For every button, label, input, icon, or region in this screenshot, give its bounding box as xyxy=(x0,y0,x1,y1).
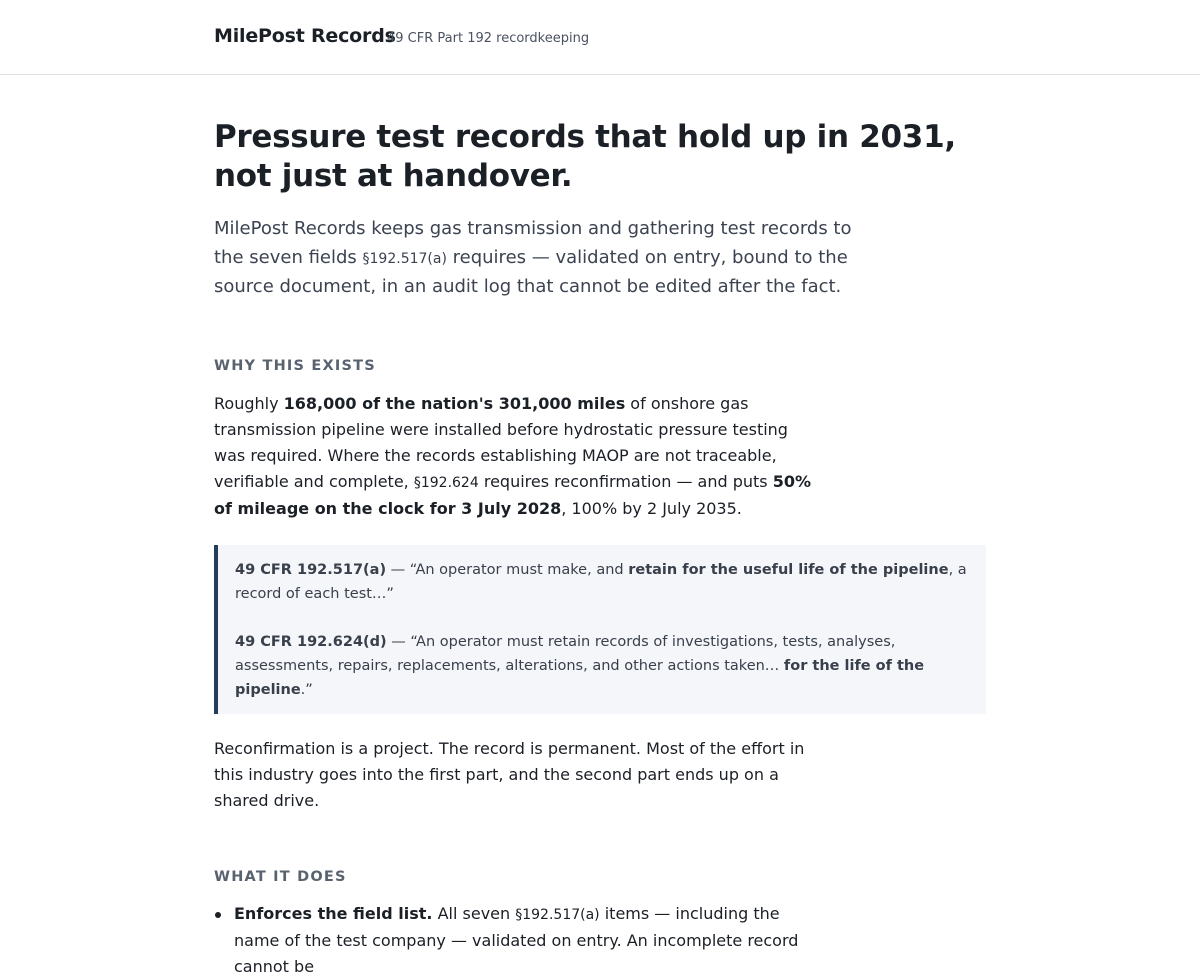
page-title: Pressure test records that hold up in 2031, not just at handover. xyxy=(214,119,956,194)
site-header xyxy=(0,0,1200,75)
mileage-stat: 168,000 of the nation's 301,000 miles xyxy=(283,393,626,413)
regulation-blockquote xyxy=(214,545,986,714)
why-paragraph: Roughly 168,000 of the nation's 301,000 miles of onshore gas transmission pipeline were installed before hydrostatic pressure testing was required. Where the records establishing MAOP are not traceable, verifiable and complete, §192.624 requires reconfirmation — and puts 50% of mileage on the clock for 3 July 2028, 100% by 2 July 2035. xyxy=(214,393,811,518)
deadline-stat: 50% of mileage on the clock for 3 July 2028 xyxy=(214,471,811,518)
reconfirmation-paragraph: Reconfirmation is a project. The record is permanent. Most of the effort in this industry goes into the first part, and the second part ends up on a shared drive. xyxy=(214,738,805,810)
section-heading-does: WHAT IT DOES xyxy=(214,868,347,885)
hero-lede: MilePost Records keeps gas transmission and gathering test records to the seven fields §192.517(a) requires — validated on entry, bound to the source document, in an audit log that cannot be edited after the fact. xyxy=(214,218,852,297)
brand-tagline: 49 CFR Part 192 recordkeeping xyxy=(387,31,590,46)
cfr-citation: §192.517(a) xyxy=(515,906,600,923)
cfr-citation: §192.517(a) xyxy=(362,250,447,267)
cfr-citation: §192.624 xyxy=(413,474,479,491)
brand-logo-text[interactable]: MilePost Records xyxy=(214,25,396,47)
main-content xyxy=(214,118,986,980)
list-item: Enforces the field list. All seven §192.517(a) items — including the name of the test company — validated on entry. An incomplete record cannot be xyxy=(214,901,814,980)
quote-citation: 49 CFR 192.624(d) xyxy=(235,633,387,650)
quote-192-517: 49 CFR 192.517(a) — “An operator must make, and retain for the useful life of the pipeline, a record of each test…” xyxy=(235,561,967,602)
feature-title: Enforces the field list. xyxy=(234,903,433,923)
feature-list xyxy=(214,901,814,980)
quote-192-624: 49 CFR 192.624(d) — “An operator must retain records of investigations, tests, analyses, assessments, repairs, replacements, alterations, and other actions taken… for the life of the pipeline.” xyxy=(235,633,925,698)
section-heading-why: WHY THIS EXISTS xyxy=(214,357,376,374)
quote-citation: 49 CFR 192.517(a) xyxy=(235,561,387,578)
